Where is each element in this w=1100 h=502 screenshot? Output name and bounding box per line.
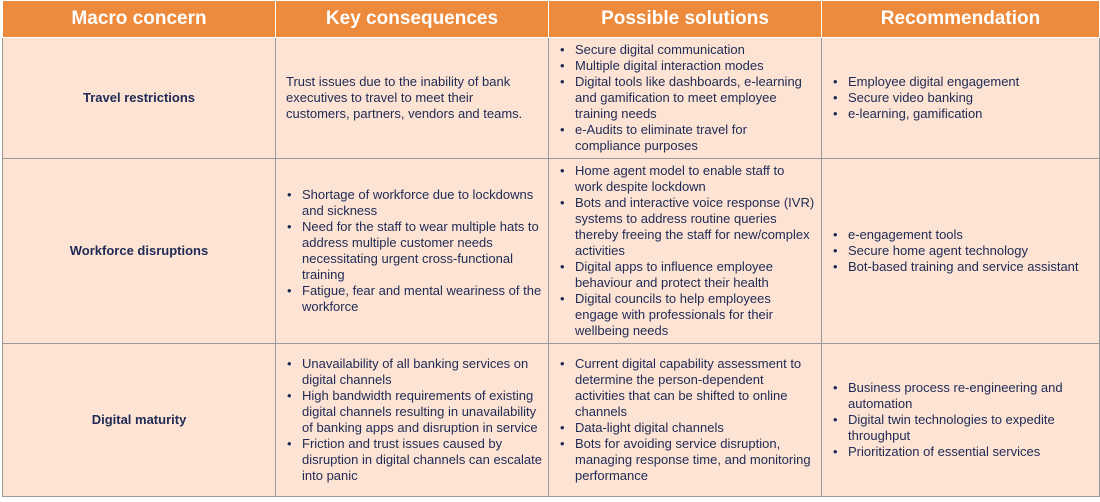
list-item: • Current digital capability assessment to determine the person-dependent activities that can be shifted to online channels bbox=[557, 356, 815, 420]
list-item: • Bot-based training and service assistant bbox=[830, 259, 1093, 275]
key-consequences-cell bbox=[276, 159, 549, 344]
table-body bbox=[3, 38, 1100, 497]
list-item: • Digital apps to influence employee behaviour and protect their health bbox=[557, 259, 815, 291]
list-item: • Unavailability of all banking services on digital channels bbox=[284, 356, 542, 388]
recommendations-list bbox=[830, 380, 1093, 460]
list-item: • Data-light digital channels bbox=[557, 420, 815, 436]
possible-solutions-cell bbox=[549, 344, 822, 497]
table-row-workforce-disruptions bbox=[3, 159, 1100, 344]
recommendation-cell bbox=[822, 159, 1100, 344]
header-row bbox=[3, 1, 1100, 38]
recommendations-list bbox=[830, 74, 1093, 122]
macro-concern-cell: Workforce disruptions bbox=[3, 159, 276, 344]
list-item: • Digital tools like dashboards, e-learning and gamification to meet employee training needs bbox=[557, 74, 815, 122]
list-item: • Bots for avoiding service disruption, managing response time, and monitoring performance bbox=[557, 436, 815, 484]
header-recommendation: Recommendation bbox=[822, 1, 1100, 38]
recommendation-cell bbox=[822, 38, 1100, 159]
recommendation-cell bbox=[822, 344, 1100, 497]
list-item: • e-learning, gamification bbox=[830, 106, 1093, 122]
list-item: • Fatigue, fear and mental weariness of the workforce bbox=[284, 283, 542, 315]
list-item: • e-engagement tools bbox=[830, 227, 1093, 243]
list-item: • Secure digital communication bbox=[557, 42, 815, 58]
key-consequences-cell bbox=[276, 344, 549, 497]
macro-concern-table bbox=[2, 0, 1100, 497]
list-item: • High bandwidth requirements of existing digital channels resulting in unavailability of banking apps and disruption in service bbox=[284, 388, 542, 436]
list-item: • Need for the staff to wear multiple hats to address multiple customer needs necessitating urgent cross-functional training bbox=[284, 219, 542, 283]
list-item: • Bots and interactive voice response (IVR) systems to address routine queries thereby freeing the staff for new/complex activities bbox=[557, 195, 815, 259]
list-item: • Digital twin technologies to expedite throughput bbox=[830, 412, 1093, 444]
header-macro-concern: Macro concern bbox=[3, 1, 276, 38]
list-item: • Friction and trust issues caused by disruption in digital channels can escalate into panic bbox=[284, 436, 542, 484]
list-item: • Secure video banking bbox=[830, 90, 1093, 106]
table-row-travel-restrictions bbox=[3, 38, 1100, 159]
list-item: • Shortage of workforce due to lockdowns and sickness bbox=[284, 187, 542, 219]
consequences-list bbox=[284, 187, 542, 315]
list-item: • Digital councils to help employees engage with professionals for their wellbeing needs bbox=[557, 291, 815, 339]
macro-concern-cell: Travel restrictions bbox=[3, 38, 276, 159]
list-item: • e-Audits to eliminate travel for compliance purposes bbox=[557, 122, 815, 154]
list-item: • Business process re-engineering and automation bbox=[830, 380, 1093, 412]
header-key-consequences: Key consequences bbox=[276, 1, 549, 38]
possible-solutions-cell bbox=[549, 38, 822, 159]
possible-solutions-cell bbox=[549, 159, 822, 344]
recommendations-list bbox=[830, 227, 1093, 275]
solutions-list bbox=[557, 42, 815, 154]
solutions-list bbox=[557, 356, 815, 484]
list-item: • Secure home agent technology bbox=[830, 243, 1093, 259]
consequence-text: Trust issues due to the inability of bank executives to travel to meet their customers, partners, vendors and teams. bbox=[286, 74, 523, 121]
key-consequences-cell bbox=[276, 38, 549, 159]
macro-concern-cell: Digital maturity bbox=[3, 344, 276, 497]
list-item: • Multiple digital interaction modes bbox=[557, 58, 815, 74]
table-header bbox=[3, 1, 1100, 38]
list-item: • Home agent model to enable staff to work despite lockdown bbox=[557, 163, 815, 195]
list-item: • Employee digital engagement bbox=[830, 74, 1093, 90]
header-possible-solutions: Possible solutions bbox=[549, 1, 822, 38]
solutions-list bbox=[557, 163, 815, 339]
consequences-list bbox=[284, 356, 542, 484]
table-row-digital-maturity bbox=[3, 344, 1100, 497]
list-item: • Prioritization of essential services bbox=[830, 444, 1093, 460]
